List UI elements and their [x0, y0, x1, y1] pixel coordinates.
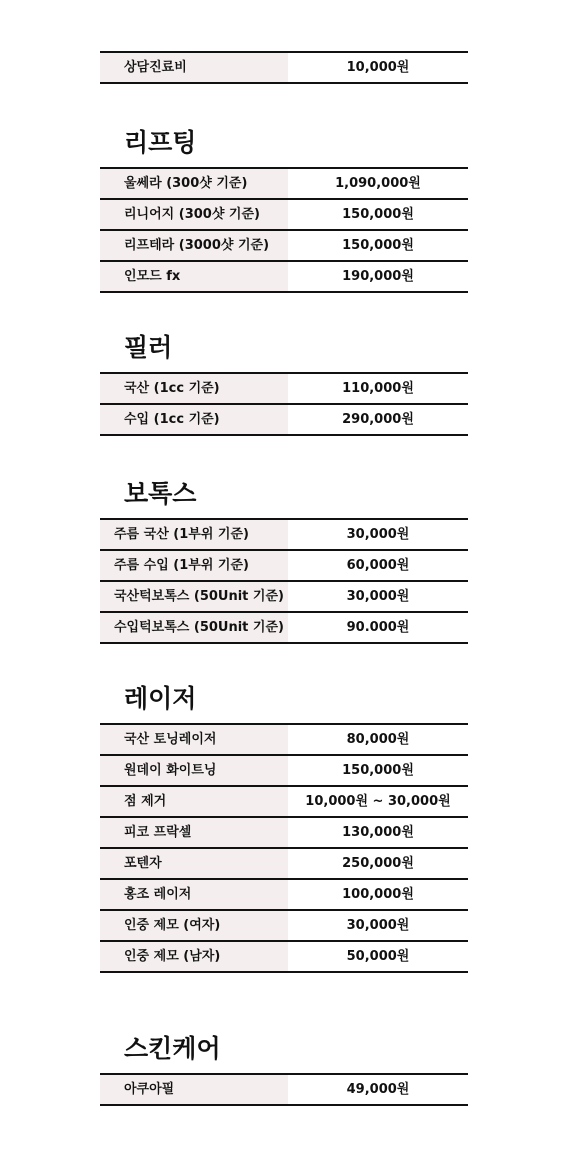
item-price: 190,000원 [342, 269, 414, 284]
item-name: 상담진료비 [100, 53, 288, 82]
table-row [100, 725, 468, 756]
item-name: 피코 프락셀 [100, 818, 288, 847]
item-name: 홍조 레이저 [100, 880, 288, 909]
item-name: 주름 국산 (1부위 기준) [100, 520, 288, 549]
item-name: 국산 (1cc 기준) [100, 374, 288, 403]
table-row [100, 405, 468, 436]
section-consultation [100, 51, 468, 84]
table-row [100, 169, 468, 200]
table-row [100, 582, 468, 613]
item-price: 100,000원 [342, 887, 414, 902]
item-price: 30,000원 [346, 527, 410, 542]
section-laser [100, 679, 468, 973]
item-name: 수입 (1cc 기준) [100, 405, 288, 434]
item-price: 30,000원 [346, 589, 410, 604]
item-price: 290,000원 [342, 412, 414, 427]
table-row [100, 818, 468, 849]
price-table [100, 51, 468, 84]
table-row [100, 551, 468, 582]
table-row [100, 613, 468, 644]
item-name: 울쎄라 (300샷 기준) [100, 169, 288, 198]
table-row [100, 756, 468, 787]
item-price: 150,000원 [342, 207, 414, 222]
table-row [100, 880, 468, 911]
table-row [100, 942, 468, 973]
table-row [100, 231, 468, 262]
item-price: 110,000원 [342, 381, 414, 396]
item-price: 130,000원 [342, 825, 414, 840]
item-price: 10,000원 [346, 60, 410, 75]
section-title: 스킨케어 [124, 1034, 221, 1063]
item-name: 점 제거 [100, 787, 288, 816]
item-name: 리프테라 (3000샷 기준) [100, 231, 288, 260]
item-name: 리니어지 (300샷 기준) [100, 200, 288, 229]
item-price: 50,000원 [346, 949, 410, 964]
item-price: 150,000원 [342, 238, 414, 253]
table-row [100, 374, 468, 405]
table-row [100, 520, 468, 551]
item-price: 10,000원 ~ 30,000원 [305, 794, 451, 809]
section-skincare [100, 1029, 468, 1106]
item-name: 인모드 fx [100, 262, 288, 291]
item-name: 주름 수입 (1부위 기준) [100, 551, 288, 580]
price-table [100, 1073, 468, 1106]
item-name: 아쿠아필 [100, 1075, 288, 1104]
item-name: 국산 토닝레이저 [100, 725, 288, 754]
item-price: 60,000원 [346, 558, 410, 573]
item-price: 250,000원 [342, 856, 414, 871]
table-row [100, 262, 468, 293]
table-row [100, 849, 468, 880]
item-price: 150,000원 [342, 763, 414, 778]
table-row [100, 1075, 468, 1106]
table-row [100, 911, 468, 942]
table-row [100, 200, 468, 231]
price-table [100, 518, 468, 644]
price-table [100, 372, 468, 436]
item-price: 49,000원 [346, 1082, 410, 1097]
item-name: 포텐자 [100, 849, 288, 878]
item-name: 수입턱보톡스 (50Unit 기준) [100, 613, 288, 642]
item-price: 30,000원 [346, 918, 410, 933]
price-table [100, 723, 468, 973]
item-name: 국산턱보톡스 (50Unit 기준) [100, 582, 288, 611]
section-title: 레이저 [124, 684, 197, 713]
item-price: 80,000원 [346, 732, 410, 747]
item-price: 90.000원 [346, 620, 410, 635]
section-title: 리프팅 [124, 128, 197, 157]
section-botox [100, 474, 468, 644]
section-lifting [100, 123, 468, 293]
table-row [100, 787, 468, 818]
section-title: 보톡스 [124, 479, 197, 508]
price-table [100, 167, 468, 293]
table-row [100, 53, 468, 84]
section-title: 필러 [124, 333, 173, 362]
section-filler [100, 328, 468, 436]
item-price: 1,090,000원 [335, 176, 421, 191]
item-name: 인중 제모 (남자) [100, 942, 288, 971]
item-name: 원데이 화이트닝 [100, 756, 288, 785]
item-name: 인중 제모 (여자) [100, 911, 288, 940]
